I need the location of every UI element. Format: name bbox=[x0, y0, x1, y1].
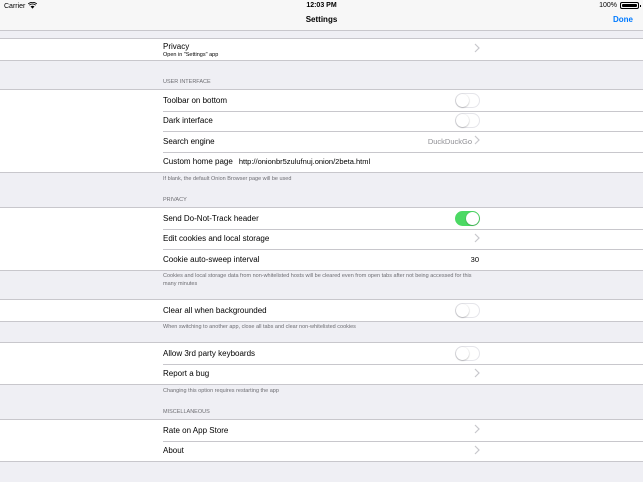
toggle-knob bbox=[456, 94, 469, 107]
battery-fill bbox=[622, 4, 637, 7]
keyboard-footer: Changing this option requires restarting the app bbox=[163, 388, 279, 394]
chevron-right-icon bbox=[474, 368, 480, 378]
custom-home-page-row bbox=[0, 152, 643, 173]
report-bug-row[interactable] bbox=[0, 364, 643, 385]
chevron-right-icon bbox=[474, 135, 480, 145]
third-party-keyboards-row bbox=[0, 343, 643, 364]
background-group bbox=[0, 299, 643, 322]
dark-interface-row bbox=[0, 111, 643, 132]
privacy-link-group bbox=[0, 38, 643, 61]
section-header-privacy: PRIVACY bbox=[163, 197, 187, 203]
user-interface-group bbox=[0, 89, 643, 173]
do-not-track-row bbox=[0, 208, 643, 229]
do-not-track-toggle[interactable] bbox=[455, 211, 480, 226]
privacy-settings-row[interactable] bbox=[0, 39, 643, 60]
done-button[interactable]: Done bbox=[613, 15, 633, 24]
third-party-keyboards-label: Allow 3rd party keyboards bbox=[163, 348, 256, 358]
cookie-sweep-input[interactable]: 30 bbox=[470, 254, 479, 264]
edit-cookies-label: Edit cookies and local storage bbox=[163, 234, 270, 244]
chevron-right-icon bbox=[474, 424, 480, 434]
rate-app-store-row[interactable] bbox=[0, 420, 643, 441]
clear-all-toggle[interactable] bbox=[455, 303, 480, 318]
toolbar-on-bottom-row bbox=[0, 90, 643, 111]
dark-interface-toggle[interactable] bbox=[455, 113, 480, 128]
custom-home-page-input[interactable]: http://onionbr5zulufnuj.onion/2beta.html bbox=[238, 157, 371, 167]
status-time: 12:03 PM bbox=[306, 2, 337, 9]
about-label: About bbox=[163, 446, 184, 456]
toggle-knob bbox=[456, 304, 469, 317]
miscellaneous-group bbox=[0, 419, 643, 462]
edit-cookies-row[interactable] bbox=[0, 229, 643, 250]
battery-group bbox=[599, 2, 639, 9]
background-footer: When switching to another app, close all tabs and clear non-whitelisted cookies bbox=[163, 324, 356, 330]
keyboard-group bbox=[0, 342, 643, 385]
chevron-right-icon bbox=[474, 233, 480, 243]
user-interface-footer: If blank, the default Onion Browser page will be used bbox=[163, 176, 292, 182]
cookie-sweep-row bbox=[0, 249, 643, 270]
battery-icon bbox=[620, 2, 639, 9]
search-engine-row[interactable] bbox=[0, 131, 643, 152]
navigation-bar bbox=[0, 11, 643, 31]
search-engine-label: Search engine bbox=[163, 136, 215, 146]
privacy-footer: Cookies and local storage data from non-whitelisted hosts will be cleared even from open tabs after not being accessed for this many minutes bbox=[163, 273, 472, 287]
chevron-right-icon bbox=[474, 445, 480, 455]
clear-all-row bbox=[0, 300, 643, 321]
status-bar bbox=[0, 0, 643, 11]
privacy-label: Privacy bbox=[163, 41, 190, 51]
toolbar-on-bottom-toggle[interactable] bbox=[455, 93, 480, 108]
carrier-label: Carrier bbox=[4, 3, 26, 10]
custom-home-page-label: Custom home page bbox=[163, 157, 233, 167]
clear-all-label: Clear all when backgrounded bbox=[163, 305, 267, 315]
section-header-miscellaneous: MISCELLANEOUS bbox=[163, 409, 210, 415]
report-bug-label: Report a bug bbox=[163, 369, 210, 379]
third-party-keyboards-toggle[interactable] bbox=[455, 346, 480, 361]
dark-interface-label: Dark interface bbox=[163, 116, 213, 126]
about-row[interactable] bbox=[0, 441, 643, 462]
battery-percent: 100% bbox=[599, 2, 617, 9]
cookie-sweep-label: Cookie auto-sweep interval bbox=[163, 254, 260, 264]
chevron-right-icon bbox=[474, 43, 480, 53]
toolbar-on-bottom-label: Toolbar on bottom bbox=[163, 95, 228, 105]
toggle-knob bbox=[456, 347, 469, 360]
section-header-user-interface: USER INTERFACE bbox=[163, 79, 211, 85]
toggle-knob bbox=[466, 212, 479, 225]
privacy-group bbox=[0, 207, 643, 271]
rate-app-store-label: Rate on App Store bbox=[163, 425, 229, 435]
do-not-track-label: Send Do-Not-Track header bbox=[163, 213, 259, 223]
page-title: Settings bbox=[305, 15, 338, 24]
toggle-knob bbox=[456, 114, 469, 127]
search-engine-value: DuckDuckGo bbox=[427, 136, 472, 146]
privacy-subtitle: Open in "Settings" app bbox=[163, 51, 219, 58]
